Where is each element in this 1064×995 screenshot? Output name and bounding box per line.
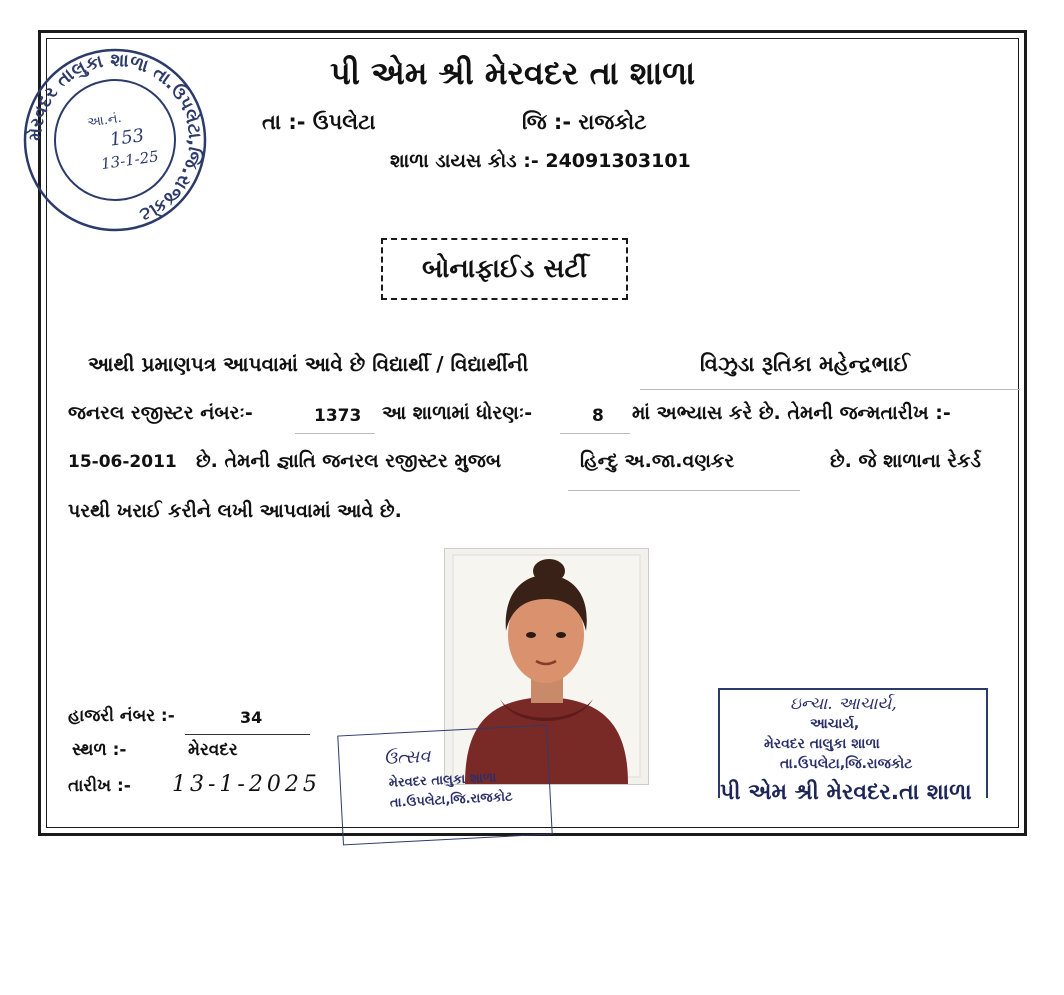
left-seal-line-2: તા.ઉપલેટા,જિ.રાજકોટ	[389, 789, 514, 811]
gr-label: જનરલ રજીસ્ટર નંબરઃ-	[68, 402, 253, 424]
taluka-label: તા :- ઉપલેટા	[262, 110, 376, 134]
standard-label: આ શાળામાં ધોરણઃ-	[382, 402, 533, 424]
caste-label: છે. તેમની જ્ઞાતિ જનરલ રજીસ્ટર મુજબ	[196, 450, 502, 472]
stamp-line-1: આ.નં.	[86, 110, 123, 131]
left-seal	[337, 725, 552, 846]
stamp-ring-text: મેરવદર તાલુકા શાળા તા.ઉપલેટા,જિ.રાજકોટ	[24, 49, 206, 226]
standard-underline	[560, 432, 630, 434]
gr-number: 1373	[314, 406, 362, 426]
left-seal-sign: ઉત્સવ	[382, 745, 431, 770]
certificate-title-box	[381, 238, 628, 300]
right-seal-line-1: આચાર્ય,	[810, 716, 860, 732]
student-name: વિઝુડા રૂતિકા મહેન્દ્રભાઈ	[700, 352, 910, 376]
right-seal-school-name: પી એમ શ્રી મેરવદર.તા શાળા	[720, 780, 972, 805]
school-round-stamp	[8, 33, 223, 248]
caste-value: હિન્દુ અ.જા.વણકર	[580, 450, 735, 472]
standard-value: 8	[592, 406, 604, 426]
right-seal-sign: ઇન્ચા. આચાર્ય,	[790, 694, 897, 714]
body-line4: પરથી ખરાઈ કરીને લખી આપવામાં આવે છે.	[68, 500, 402, 522]
place-label: સ્થળ :-	[72, 740, 127, 760]
district-label: જિ :- રાજકોટ	[522, 110, 647, 134]
date-label: તારીખ :-	[68, 776, 131, 796]
student-name-underline	[640, 388, 1020, 390]
attendance-number: 34	[240, 708, 263, 727]
body-line3-suffix: છે. જે શાળાના રેકર્ડ	[830, 450, 981, 472]
attendance-underline	[185, 733, 310, 735]
dob-value: 15-06-2011	[68, 452, 177, 472]
dise-code: શાળા ડાયસ કોડ :- 24091303101	[390, 150, 691, 172]
date-value: 13-1-2025	[172, 772, 321, 797]
right-seal-line-3: તા.ઉપલેટા,જિ.રાજકોટ	[780, 756, 913, 772]
right-seal-line-2: મેરવદર તાલુકા શાળા	[764, 736, 880, 752]
stamp-line-2: 153	[108, 125, 146, 151]
stamp-line-3: 13-1-25	[99, 147, 160, 174]
body-line1-prefix: આથી પ્રમાણપત્ર આપવામાં આવે છે વિદ્યાર્થી / વિદ્યાર્થીની	[88, 352, 529, 376]
attendance-label: હાજરી નંબર :-	[68, 706, 175, 726]
dob-label: માં અભ્યાસ કરે છે. તેમની જન્મતારીખ :-	[632, 402, 951, 424]
gr-underline	[295, 432, 375, 434]
certificate-title: બોનાફાઈડ સર્ટી	[421, 253, 588, 284]
school-name: પી એમ શ્રી મેરવદર તા શાળા	[330, 54, 696, 92]
place-value: મેરવદર	[188, 740, 238, 760]
caste-underline	[568, 489, 800, 491]
left-seal-line-1: મેરવદર તાલુકા શાળા	[388, 770, 497, 791]
